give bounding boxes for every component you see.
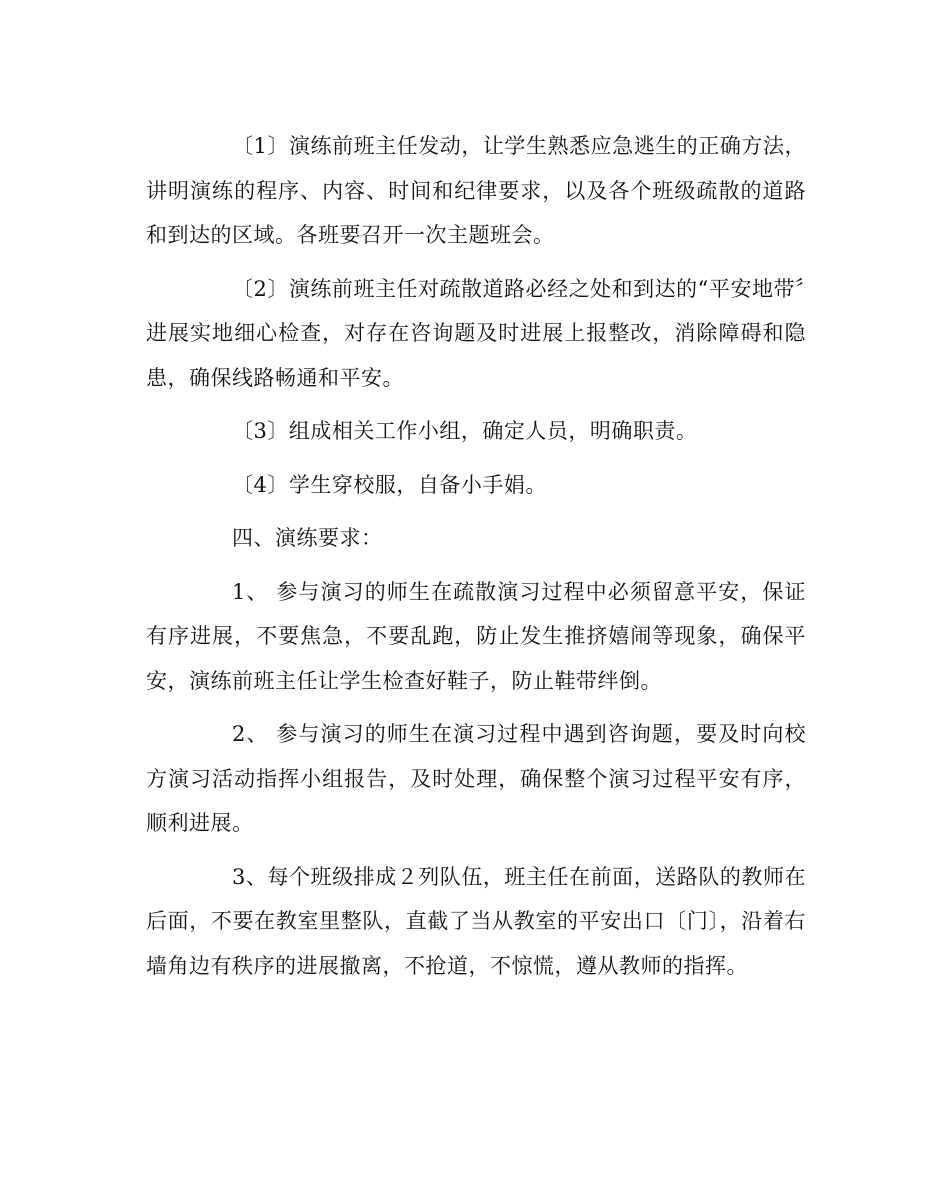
paragraph-requirement-3: 3、每个班级排成２列队伍，班主任在前面，送路队的教师在后面，不要在教室里整队，直截了当从教室的平安出口〔门〕，沿着右墙角边有秩序的进展撤离，不抢道，不惊慌，遵从教师的指挥。 — [146, 864, 806, 978]
paragraph-prep-1: 〔1〕演练前班主任发动，让学生熟悉应急逃生的正确方法，讲明演练的程序、内容、时间和纪律要求，以及各个班级疏散的道路和到达的区域。各班要召开一次主题班会。 — [146, 134, 806, 247]
paragraph-prep-3: 〔3〕组成相关工作小组，确定人员，明确职责。 — [232, 419, 698, 443]
paragraph-requirement-1: 1、 参与演习的师生在疏散演习过程中必须留意平安，保证有序进展，不要焦急，不要乱跑，防止发生推挤嬉闹等现象，确保平安，演练前班主任让学生检查好鞋子，防止鞋带绊倒。 — [146, 579, 806, 693]
paragraph-requirement-2: 2、 参与演习的师生在演习过程中遇到咨询题，要及时向校方演习活动指挥小组报告，及时处理，确保整个演习过程平安有序，顺利进展。 — [146, 722, 806, 835]
section-heading-requirements: 四、演练要求： — [232, 526, 383, 550]
document-body — [146, 124, 806, 997]
paragraph-prep-2: 〔2〕演练前班主任对疏散道路必经之处和到达的“平安地带〞进展实地细心检查，对存在咨询题及时进展上报整改，消除障碍和隐患，确保线路畅通和平安。 — [146, 276, 806, 390]
paragraph-prep-4: 〔4〕学生穿校服，自备小手娟。 — [232, 472, 547, 497]
